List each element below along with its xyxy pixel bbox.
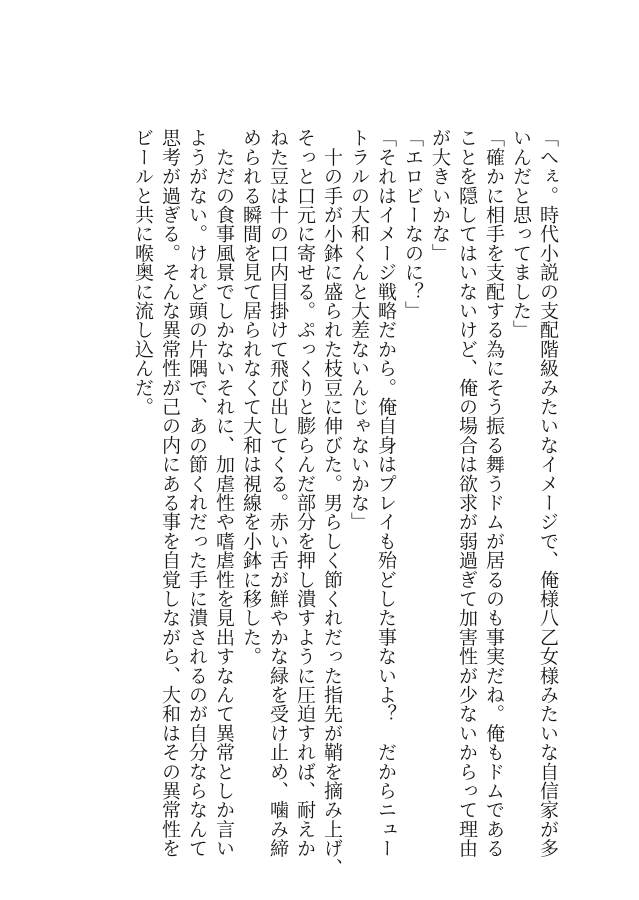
- text-line: 「へぇ。時代小説の支配階級みたいなイメージで、俺様八乙女様みたいな自信家が多: [537, 128, 559, 858]
- text-line: 十の手が小鉢に盛られた枝豆に伸びた。男らしく節くれだった指先が鞘を摘み上げ、: [321, 128, 343, 877]
- text-line: ねた豆は十の口内目掛けて飛び出してくる。赤い舌が鮮やかな緑を受け止め、噛み締: [267, 128, 289, 858]
- text-line: 思考が過ぎる。そんな異常性が己の内にある事を自覚しながら、大和はその異常性を: [159, 128, 181, 858]
- text-line: ビールと共に喉奥に流し込んだ。: [132, 128, 154, 416]
- text-line: ことを隠してはいないけど、俺の場合は欲求が弱過ぎて加害性が少ないからって理由: [456, 128, 478, 858]
- text-line: 「確かに相手を支配する為にそう振る舞うドムが居るのも事実だね。俺もドムである: [483, 128, 505, 858]
- text-line: トラルの大和くんと大差ないんじゃないかな」: [348, 128, 370, 532]
- text-line: いんだと思ってました」: [510, 128, 532, 340]
- text-line: 「それはイメージ戦略だから。俺自身はプレイも殆どした事ないよ？ だからニュー: [375, 128, 397, 858]
- text-line: そっと口元に寄せる。ぷっくりと膨らんだ部分を押し潰すように圧迫すれば、耐えか: [294, 128, 316, 858]
- text-line: 「エロビーなのに？」: [402, 128, 424, 320]
- text-line: ようがない。けれど頭の片隅で、あの節くれだった手に潰されるのが自分ならなんて: [186, 128, 208, 858]
- vertical-text-body: [129, 128, 561, 877]
- text-line: められる瞬間を見て居られなくて大和は視線を小鉢に移した。: [240, 128, 262, 666]
- text-line: が大きいかな」: [429, 128, 451, 263]
- text-line: ただの食事風景でしかないそれに、加虐性や嗜虐性を見出すなんて異常としか言い: [213, 128, 235, 858]
